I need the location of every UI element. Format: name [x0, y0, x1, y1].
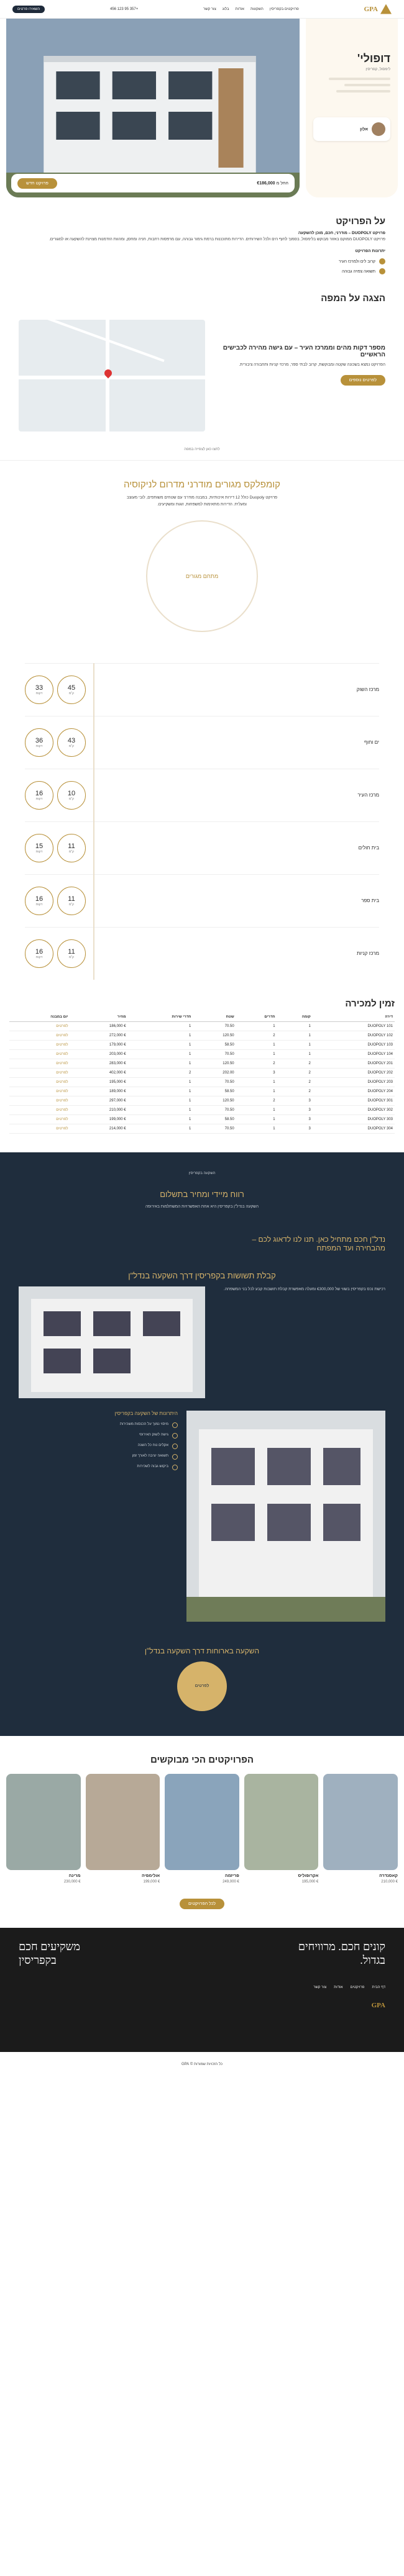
project-card[interactable] — [244, 1774, 319, 1884]
table-cell: € 203,000 — [70, 1049, 128, 1059]
project-price: € 195,000 — [301, 1879, 319, 1884]
table-cell: DUOPOLY 202 — [313, 1068, 395, 1077]
map-desc: הפרויקט נמצא בשכונה שקטה ומבוקשת, קרוב לבתי ספר, מרכזי קניות ותחבורה ציבורית. — [239, 363, 385, 368]
about-title: על הפרויקט — [336, 216, 385, 227]
table-cell: 3 — [277, 1105, 313, 1114]
table-cell: 58.50 — [193, 1040, 236, 1049]
table-cell: 1 — [128, 1059, 193, 1068]
building-photo — [186, 1411, 385, 1622]
project-price: € 199,000 — [143, 1879, 160, 1884]
table-title: זמין למכירה — [345, 998, 395, 1009]
main-nav — [203, 7, 299, 11]
project-title: דופולי' — [357, 52, 390, 65]
benefits-title: היתרונות של השקעה בקפריסין — [114, 1410, 178, 1416]
table-cell: 120.50 — [193, 1096, 236, 1105]
footer — [0, 1928, 404, 2052]
about-body: פרויקט DUOPOLY ממוקם באזור מבוקש בלימסול, בסמוך לחוף הים ולכל השירותים. הדירות מתוכננות ברמת גימור גבוהה, עם מרפסות רחבות, חניה ומחסן, ומהוות הזדמנות מצוינת להשקעה או למגורים. — [49, 237, 385, 242]
invest-heading: רווח מיידי ומחיר בתשלום — [160, 1189, 244, 1199]
stat-label: מרכז העיר — [357, 792, 379, 798]
table-cell: 120.50 — [193, 1031, 236, 1040]
nav-item[interactable]: אודות — [235, 7, 244, 11]
table-cell: 1 — [236, 1077, 277, 1087]
table-cell: 1 — [236, 1040, 277, 1049]
table-cell: 1 — [128, 1114, 193, 1124]
table-cell: 2 — [236, 1031, 277, 1040]
phone-number[interactable]: +357 95 123 456 — [109, 7, 139, 11]
project-name: קאסנדרה — [379, 1873, 398, 1878]
benefit-item: ביקוש גבוה לשכירות — [19, 1465, 178, 1470]
check-icon — [172, 1454, 178, 1460]
contact-button[interactable]: השאירו פרטים — [12, 6, 45, 13]
project-card[interactable] — [165, 1774, 239, 1884]
table-cell: € 214,000 — [70, 1124, 128, 1133]
table-cell: DUOPOLY 204 — [313, 1087, 395, 1096]
table-cell: 1 — [128, 1096, 193, 1105]
table-cell: 1 — [128, 1031, 193, 1040]
table-row — [9, 1124, 395, 1133]
table-cell: 1 — [277, 1049, 313, 1059]
check-icon — [172, 1433, 178, 1439]
all-projects-button[interactable]: לכל הפרויקטים — [180, 1899, 224, 1909]
map[interactable] — [19, 320, 205, 432]
table-cell: 1 — [236, 1021, 277, 1031]
investment-section — [0, 1152, 404, 1736]
hero-info-panel — [306, 19, 398, 197]
project-card[interactable] — [323, 1774, 398, 1884]
table-cell: 1 — [128, 1087, 193, 1096]
table-cell: 1 — [236, 1049, 277, 1059]
table-cell: 1 — [128, 1049, 193, 1059]
intro-text: פרויקט Duopoly כולל 12 דירות איכותיות, במבנה מודרני עם שטחים משותפים, לובי מעוצב ומעלית. הדירות מתאימות למשפחות, זוגות ומשקיעים. — [126, 495, 278, 507]
check-icon — [172, 1444, 178, 1449]
details-link[interactable]: לפרטים — [9, 1087, 70, 1096]
details-link[interactable]: לפרטים — [9, 1059, 70, 1068]
table-cell: 3 — [236, 1068, 277, 1077]
avatar — [372, 122, 385, 136]
table-row — [9, 1068, 395, 1077]
details-link[interactable]: לפרטים — [9, 1077, 70, 1087]
project-price: € 210,000 — [381, 1879, 398, 1884]
availability-section — [0, 980, 404, 1152]
table-cell: 2 — [277, 1059, 313, 1068]
table-cell: 1 — [277, 1021, 313, 1031]
stat-label: ים וחוף — [364, 739, 379, 746]
price-bar — [11, 174, 295, 192]
map-title: הצגה על המפה — [321, 293, 385, 304]
details-link[interactable]: לפרטים — [9, 1068, 70, 1077]
table-row — [9, 1087, 395, 1096]
table-cell: € 179,000 — [70, 1040, 128, 1049]
stat-row: מרכז השוק 45 ק"מ 33 דקות — [25, 663, 379, 716]
project-name: אקרופוליס — [298, 1873, 319, 1878]
cta-circle-button[interactable]: לפרטים — [177, 1661, 227, 1711]
project-card[interactable] — [86, 1774, 160, 1884]
table-row — [9, 1105, 395, 1114]
table-cell: 2 — [236, 1096, 277, 1105]
stat-row: ים וחוף 43 ק"מ 36 דקות — [25, 716, 379, 769]
intro-title: קומפלקס מגורים מודרני מדרום לניקוסיה — [123, 479, 280, 490]
logo-text: GPA — [364, 5, 378, 13]
building-photo — [19, 1286, 205, 1398]
agent-name: אלון — [360, 127, 368, 132]
table-cell: 58.50 — [193, 1114, 236, 1124]
table-cell: € 195,000 — [70, 1077, 128, 1087]
map-expand[interactable]: לחצו כאן לצפייה במפה — [0, 444, 404, 461]
map-section — [0, 307, 404, 444]
map-text — [218, 320, 385, 432]
details-link[interactable]: לפרטים — [9, 1031, 70, 1040]
table-cell: 58.50 — [193, 1087, 236, 1096]
benefit-item: אקלים נוח כל השנה — [19, 1444, 178, 1449]
table-cell: 1 — [236, 1114, 277, 1124]
stat-label: בית ספר — [361, 898, 379, 904]
intro-section — [0, 461, 404, 663]
about-subtitle: פרויקט DUOPOLY – מודרני, חכם, מוכן להשקעה — [298, 231, 385, 235]
table-cell: DUOPOLY 203 — [313, 1077, 395, 1087]
benefit-item: גישה לשוק האירופי — [19, 1433, 178, 1439]
details-link[interactable]: לפרטים — [9, 1105, 70, 1114]
table-header: דירה — [313, 1013, 395, 1022]
project-location: לימסול, קפריסין — [365, 68, 390, 71]
highlights-title: יתרונות הפרויקט — [355, 248, 385, 253]
project-name: מרינה — [68, 1873, 81, 1878]
project-image — [6, 1774, 81, 1870]
table-cell: DUOPOLY 103 — [313, 1040, 395, 1049]
stat-row: מרכז קניות 11 ק"מ 16 דקות — [25, 927, 379, 980]
invest-subtext: השקעה בנדל"ן בקפריסין היא אחת האפשרויות המשתלמות באירופה — [145, 1204, 259, 1209]
project-price: € 230,000 — [63, 1879, 81, 1884]
stat-row: בית ספר 11 ק"מ 16 דקות — [25, 874, 379, 927]
table-header: חדרים — [236, 1013, 277, 1022]
table-cell: 70.50 — [193, 1124, 236, 1133]
check-icon — [172, 1422, 178, 1428]
footer-logo[interactable]: GPA — [371, 2002, 385, 2010]
table-cell: € 186,000 — [70, 1021, 128, 1031]
residency-title: קבלת תשושות בקפריסין דרך השקעה בנדל"ן — [128, 1270, 276, 1280]
project-name: פריזמה — [224, 1873, 239, 1878]
nav-item[interactable]: השקעות — [250, 7, 264, 11]
invest-tag: השקעה בקפריסין — [188, 1171, 216, 1175]
table-cell: 1 — [128, 1077, 193, 1087]
timeline-line — [93, 663, 94, 980]
details-link[interactable]: לפרטים — [9, 1021, 70, 1031]
footer-link[interactable]: צור קשר — [313, 1986, 327, 1990]
table-cell: € 297,000 — [70, 1096, 128, 1105]
logo-mark-icon — [380, 4, 392, 14]
details-link[interactable]: לפרטים — [9, 1040, 70, 1049]
footer-links — [19, 1986, 385, 1989]
table-cell: 1 — [277, 1031, 313, 1040]
map-header — [0, 281, 404, 304]
table-cell: € 272,000 — [70, 1031, 128, 1040]
table-row — [9, 1077, 395, 1087]
stat-row: מרכז העיר 10 ק"מ 16 דקות — [25, 769, 379, 821]
project-image — [165, 1774, 239, 1870]
table-row — [9, 1096, 395, 1105]
stat-label: בית חולים — [358, 845, 379, 851]
table-cell: DUOPOLY 201 — [313, 1059, 395, 1068]
copyright: כל הזכויות שמורות © GPA — [0, 2052, 404, 2077]
table-cell: 202.00 — [193, 1068, 236, 1077]
table-cell: € 283,000 — [70, 1059, 128, 1068]
table-cell: 2 — [277, 1087, 313, 1096]
table-cell: 1 — [128, 1040, 193, 1049]
footer-link[interactable]: דף הבית — [372, 1986, 385, 1990]
complex-circle: מתחם מגורים — [146, 520, 258, 632]
popular-projects — [0, 1736, 404, 1928]
agent-card[interactable] — [313, 117, 390, 141]
building-illustration — [6, 19, 300, 197]
check-icon — [379, 258, 385, 264]
map-heading: מספר דקות מהים וממרכז העיר – עם גישה מהירה לכבישים הראשיים — [223, 345, 385, 359]
check-icon — [172, 1465, 178, 1470]
table-header: מחיר — [70, 1013, 128, 1022]
benefit-item: תשואה יציבה לאורך זמן — [19, 1454, 178, 1460]
table-cell: 120.50 — [193, 1059, 236, 1068]
table-cell: 1 — [128, 1105, 193, 1114]
cta-title: השקעה בארוחות דרך השקעה בנדל"ן — [144, 1646, 260, 1655]
distance-stats — [0, 663, 404, 980]
project-badge: פרויקט חדש — [17, 178, 57, 189]
table-cell: 1 — [128, 1021, 193, 1031]
table-cell: DUOPOLY 101 — [313, 1021, 395, 1031]
table-cell: 1 — [236, 1124, 277, 1133]
footer-brand: משקיעים חכם בקפריסין — [19, 1940, 81, 1966]
table-cell: 2 — [236, 1059, 277, 1068]
table-cell: 1 — [277, 1040, 313, 1049]
table-cell: DUOPOLY 303 — [313, 1114, 395, 1124]
nav-item[interactable]: פרויקטים בקפריסין — [269, 7, 299, 11]
project-card[interactable] — [6, 1774, 81, 1884]
stat-row: בית חולים 11 ק"מ 15 דקות — [25, 821, 379, 874]
price-label: החל מ — [276, 181, 288, 186]
nav-item[interactable]: צור קשר — [203, 7, 216, 11]
table-header: קומה — [277, 1013, 313, 1022]
table-cell: 3 — [277, 1114, 313, 1124]
hero — [0, 19, 404, 197]
table-cell: 70.50 — [193, 1077, 236, 1087]
table-cell: 70.50 — [193, 1049, 236, 1059]
table-cell: 1 — [236, 1087, 277, 1096]
table-cell: € 210,000 — [70, 1105, 128, 1114]
table-header: שטח — [193, 1013, 236, 1022]
benefit-item: מיסוי נמוך על הכנסות משכירות — [19, 1422, 178, 1428]
footer-link[interactable]: אודות — [334, 1986, 343, 1990]
project-image — [244, 1774, 319, 1870]
table-header: יום במבנה — [9, 1013, 70, 1022]
details-link[interactable]: לפרטים — [9, 1049, 70, 1059]
project-price: € 249,000 — [223, 1879, 239, 1884]
table-row — [9, 1031, 395, 1040]
table-row — [9, 1040, 395, 1049]
table-cell: 3 — [277, 1124, 313, 1133]
stat-label: מרכז קניות — [356, 951, 379, 957]
table-cell: 2 — [277, 1077, 313, 1087]
table-cell: 70.50 — [193, 1021, 236, 1031]
table-cell: € 402,000 — [70, 1068, 128, 1077]
question-title: נדל"ן חכם מתחיל כאן. תנו לנו לדאוג לכם – מהבחירה ועד המפתח — [252, 1234, 385, 1252]
table-cell: DUOPOLY 302 — [313, 1105, 395, 1114]
details-link[interactable]: לפרטים — [9, 1096, 70, 1105]
table-cell: 1 — [236, 1105, 277, 1114]
logo[interactable] — [364, 4, 392, 14]
table-cell: € 189,000 — [70, 1087, 128, 1096]
details-link[interactable]: לפרטים — [9, 1124, 70, 1133]
table-cell: DUOPOLY 301 — [313, 1096, 395, 1105]
about-section — [0, 197, 404, 281]
table-row — [9, 1049, 395, 1059]
project-image — [86, 1774, 160, 1870]
project-image — [323, 1774, 398, 1870]
table-cell: 2 — [277, 1068, 313, 1077]
table-header: חדרי שירות — [128, 1013, 193, 1022]
table-cell: DUOPOLY 104 — [313, 1049, 395, 1059]
table-row — [9, 1021, 395, 1031]
popular-title: הפרויקטים הכי מבוקשים — [150, 1754, 254, 1765]
hero-image — [6, 19, 300, 197]
residency-text: רכישת נכס בקפריסין בשווי של €300,000 ומעלה מאפשרת קבלת תושבות קבע לכל בני המשפחה. — [223, 1286, 385, 1291]
table-cell: 1 — [128, 1124, 193, 1133]
table-cell: DUOPOLY 102 — [313, 1031, 395, 1040]
map-more-button[interactable]: לפרטים נוספים — [341, 375, 385, 386]
top-bar — [0, 0, 404, 19]
table-cell: 2 — [128, 1068, 193, 1077]
table-row — [9, 1059, 395, 1068]
stat-label: מרכז השוק — [356, 687, 379, 693]
price-value: €186,000 — [257, 181, 275, 186]
highlight-item: קרוב לים ולמרכז העיר — [19, 258, 385, 264]
units-table — [9, 1013, 395, 1134]
table-cell: DUOPOLY 304 — [313, 1124, 395, 1133]
table-row — [9, 1114, 395, 1124]
table-cell: € 199,000 — [70, 1114, 128, 1124]
nav-item[interactable]: בלוג — [222, 7, 229, 11]
highlight-item: תשואה צפויה גבוהה — [19, 268, 385, 274]
table-cell: 3 — [277, 1096, 313, 1105]
table-cell: 70.50 — [193, 1105, 236, 1114]
project-name: אולימפיה — [142, 1873, 160, 1878]
details-link[interactable]: לפרטים — [9, 1114, 70, 1124]
footer-slogan: קונים חכם. מרוויחים בגדול. — [298, 1940, 385, 1966]
footer-link[interactable]: פרויקטים — [350, 1986, 365, 1990]
check-icon — [379, 268, 385, 274]
